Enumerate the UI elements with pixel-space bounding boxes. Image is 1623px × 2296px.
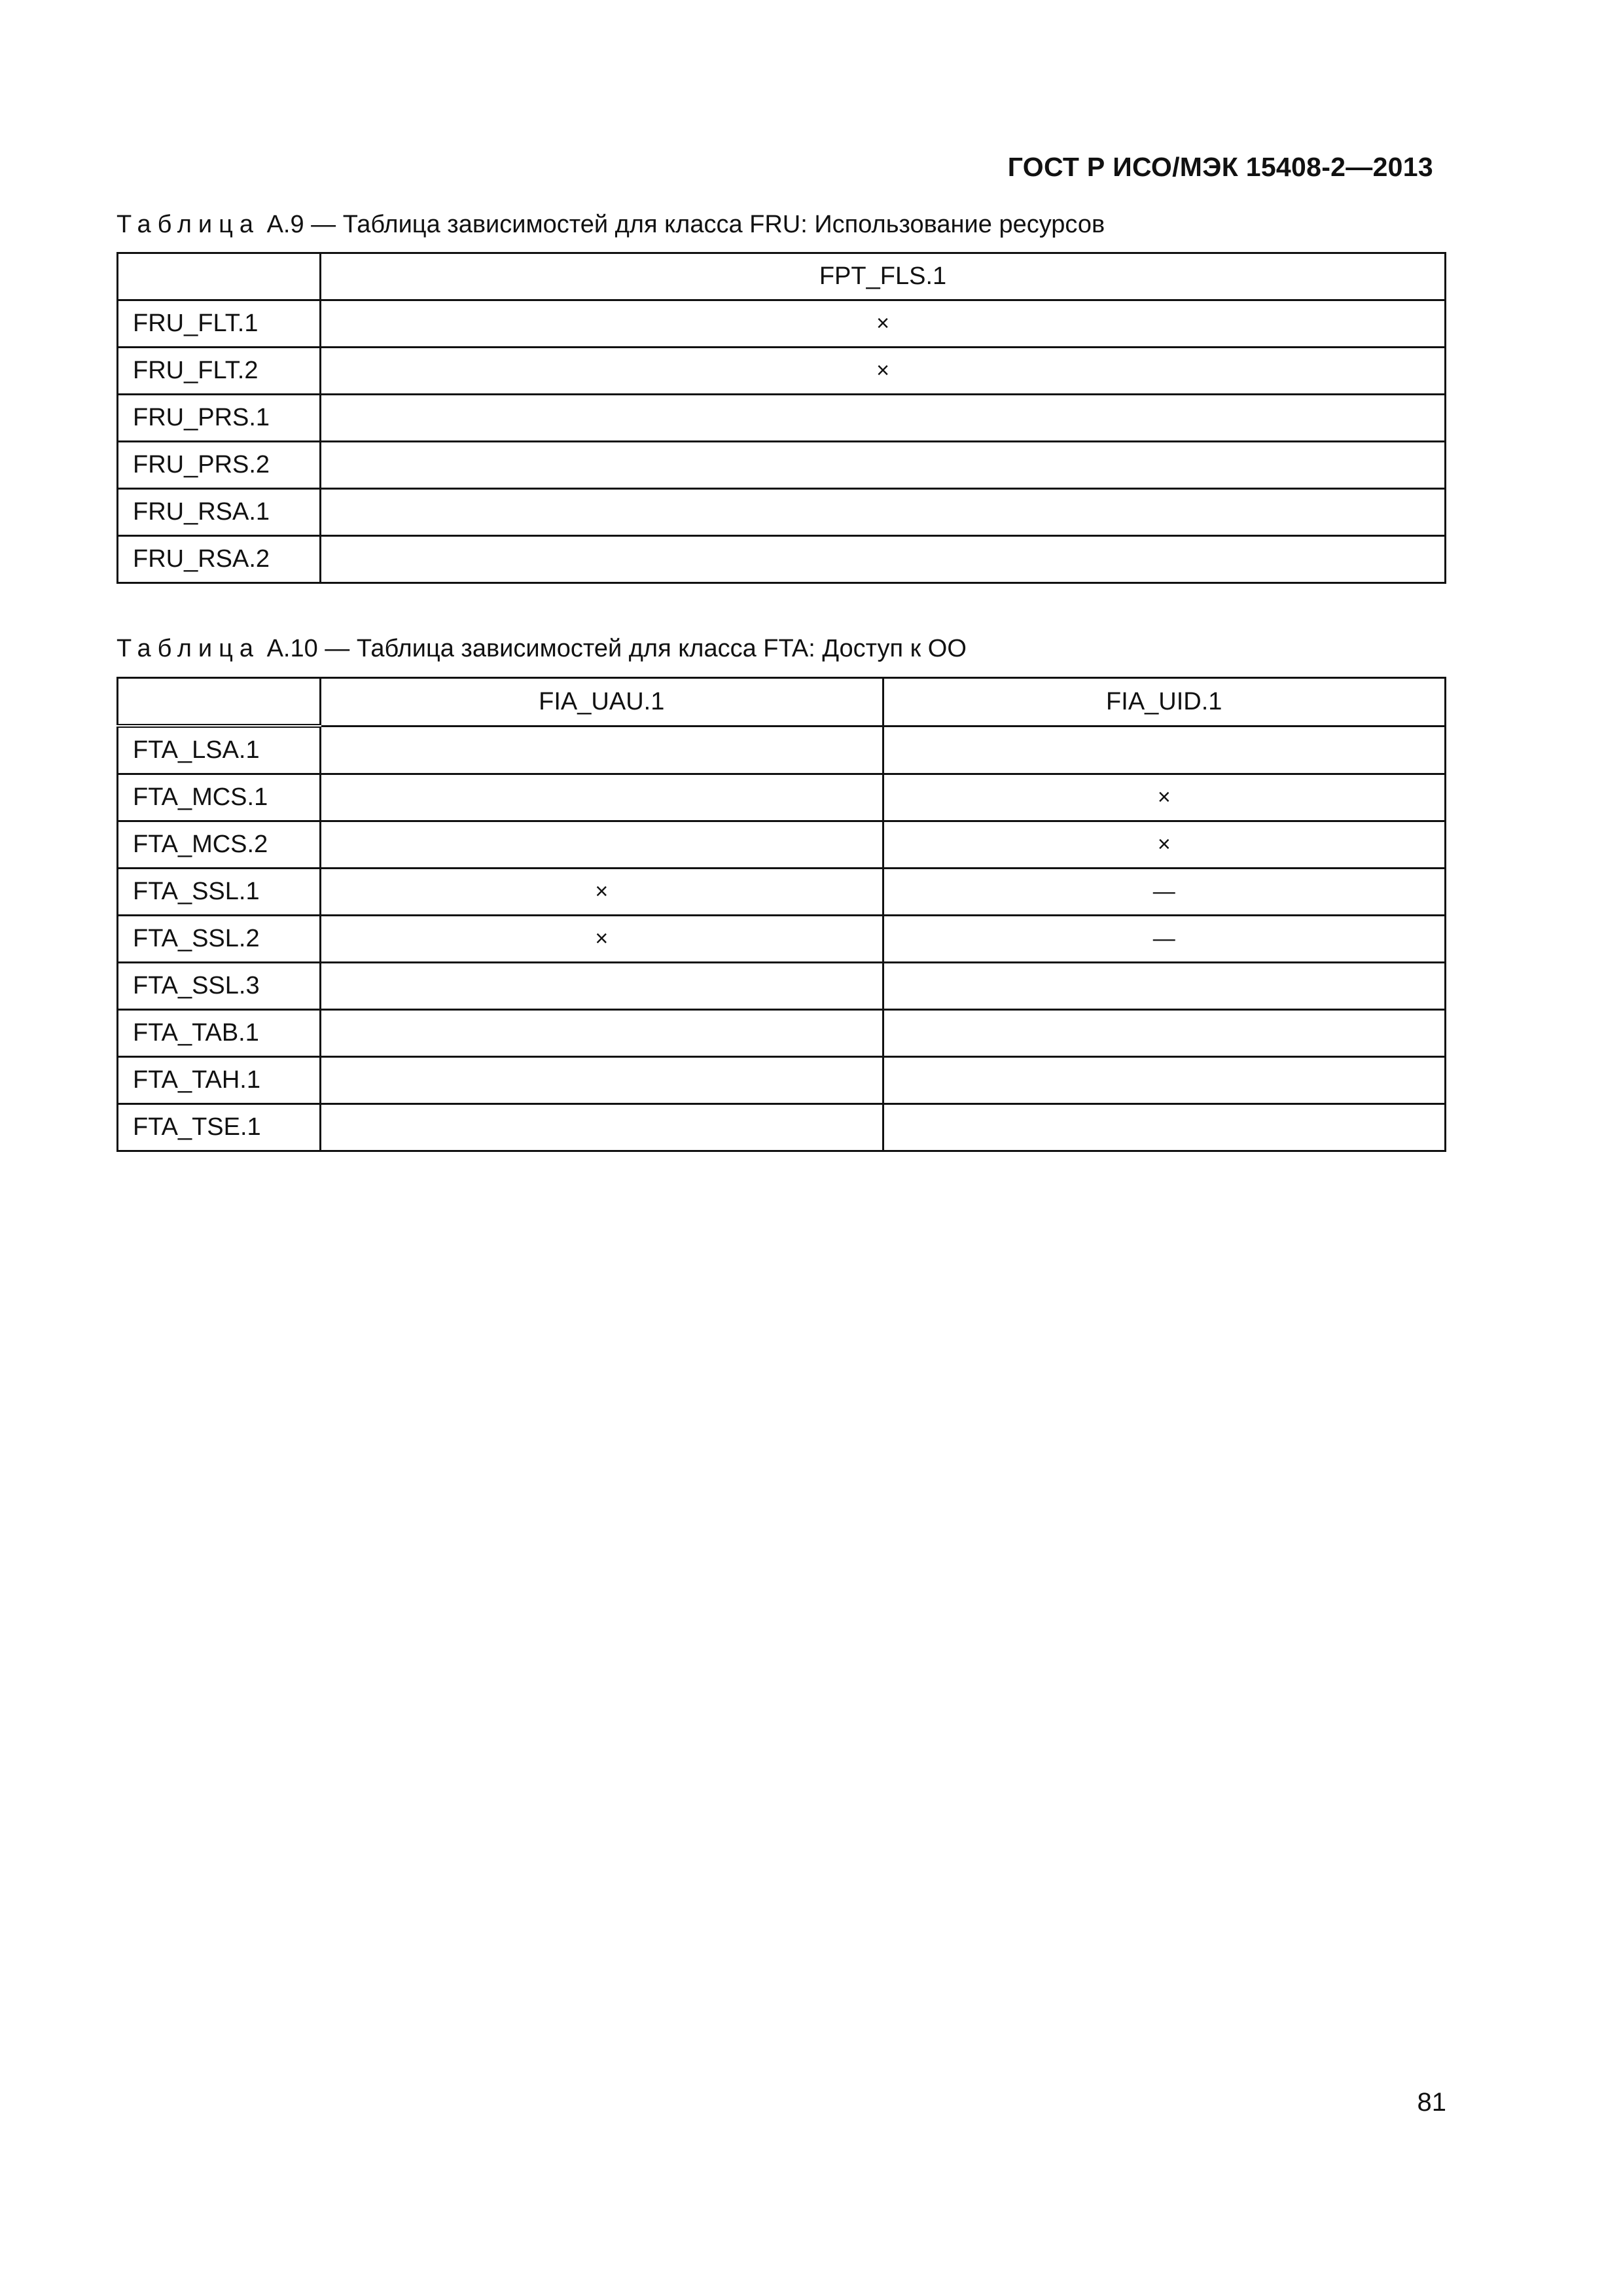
table-cell: ×	[321, 300, 1446, 348]
caption-label: Таблица	[116, 635, 260, 662]
table-row	[118, 1104, 1446, 1151]
table-cell: ×	[321, 916, 883, 963]
corner-cell	[118, 253, 321, 300]
corner-cell	[118, 678, 321, 726]
row-header: FRU_RSA.2	[118, 536, 321, 583]
row-header: FTA_SSL.2	[118, 916, 321, 963]
table-cell	[883, 1010, 1446, 1057]
table-row	[118, 442, 1446, 489]
table-row	[118, 916, 1446, 963]
table-row	[118, 395, 1446, 442]
table-cell	[883, 726, 1446, 774]
table-header-row	[118, 253, 1446, 300]
row-header: FTA_TSE.1	[118, 1104, 321, 1151]
table-cell	[321, 821, 883, 869]
table-cell: ×	[321, 869, 883, 916]
table-row	[118, 774, 1446, 821]
row-header: FTA_SSL.3	[118, 963, 321, 1010]
table-row	[118, 869, 1446, 916]
table-cell	[321, 536, 1446, 583]
table-cell: ×	[321, 348, 1446, 395]
table-a10	[116, 677, 1446, 1152]
standard-designation: ГОСТ Р ИСО/МЭК 15408-2—2013	[1007, 152, 1433, 182]
row-header: FTA_TAH.1	[118, 1057, 321, 1104]
table-cell	[321, 774, 883, 821]
table-cell	[883, 1104, 1446, 1151]
caption-label: Таблица	[116, 211, 260, 238]
table-cell	[321, 1010, 883, 1057]
table-cell	[321, 963, 883, 1010]
table-cell: ×	[883, 821, 1446, 869]
page-number: 81	[1417, 2088, 1446, 2117]
table-cell	[321, 1104, 883, 1151]
row-header: FRU_PRS.2	[118, 442, 321, 489]
row-header: FRU_RSA.1	[118, 489, 321, 536]
row-header: FRU_FLT.1	[118, 300, 321, 348]
column-header: FPT_FLS.1	[321, 253, 1446, 300]
table-cell: —	[883, 869, 1446, 916]
row-header: FTA_LSA.1	[118, 726, 321, 774]
table-a9-caption	[116, 211, 1105, 239]
row-header: FTA_MCS.1	[118, 774, 321, 821]
table-cell: ×	[883, 774, 1446, 821]
table-cell	[883, 963, 1446, 1010]
table-row	[118, 1057, 1446, 1104]
table-a10-caption	[116, 635, 967, 663]
table-row	[118, 1010, 1446, 1057]
table-cell	[321, 442, 1446, 489]
table-header-row	[118, 678, 1446, 726]
row-header: FTA_SSL.1	[118, 869, 321, 916]
table-row	[118, 489, 1446, 536]
table-row	[118, 300, 1446, 348]
column-header: FIA_UAU.1	[321, 678, 883, 726]
table-cell	[321, 489, 1446, 536]
table-cell	[321, 1057, 883, 1104]
table-a9	[116, 252, 1446, 584]
table-cell	[321, 726, 883, 774]
row-header: FRU_PRS.1	[118, 395, 321, 442]
table-row	[118, 536, 1446, 583]
row-header: FRU_FLT.2	[118, 348, 321, 395]
caption-text: А.10 — Таблица зависимостей для класса FTA: Доступ к ОО	[266, 635, 967, 662]
row-header: FTA_TAB.1	[118, 1010, 321, 1057]
table-row	[118, 963, 1446, 1010]
row-header: FTA_MCS.2	[118, 821, 321, 869]
table-row	[118, 348, 1446, 395]
table-row	[118, 726, 1446, 774]
table-cell	[883, 1057, 1446, 1104]
column-header: FIA_UID.1	[883, 678, 1446, 726]
caption-text: А.9 — Таблица зависимостей для класса FRU: Использование ресурсов	[266, 211, 1105, 238]
table-row	[118, 821, 1446, 869]
table-cell: —	[883, 916, 1446, 963]
table-cell	[321, 395, 1446, 442]
